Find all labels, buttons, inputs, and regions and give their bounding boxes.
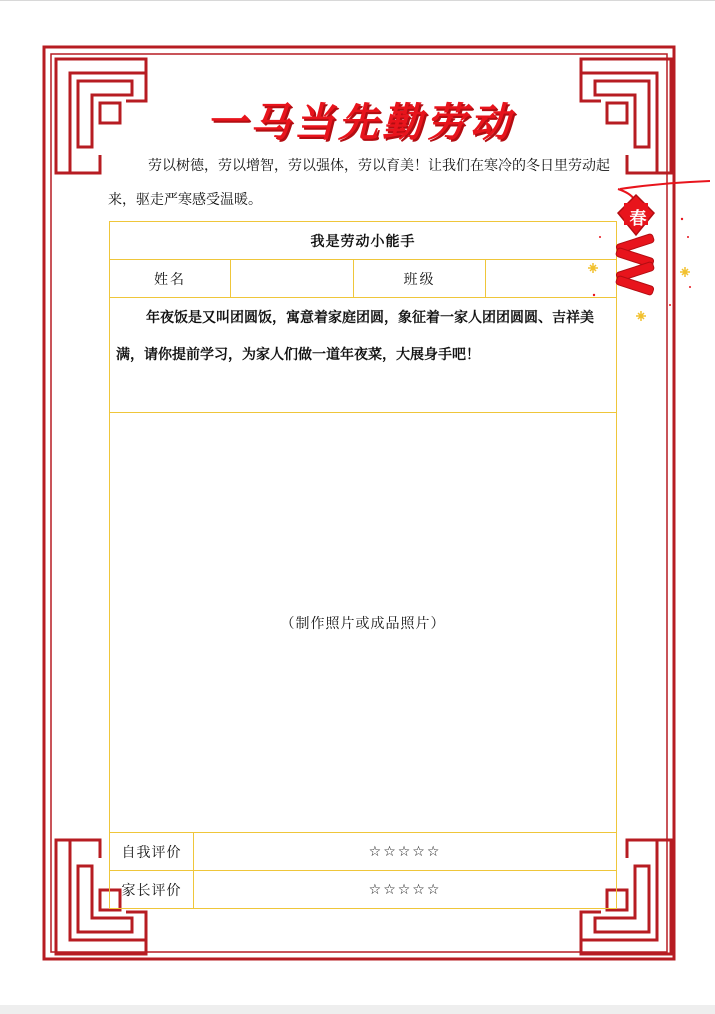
task-description: 年夜饭是又叫团圆饭，寓意着家庭团圆，象征着一家人团团圆圆、吉祥美满，请你提前学习，为家人们做一道年夜菜，大展身手吧！ xyxy=(110,298,617,413)
parent-eval-label: 家长评价 xyxy=(110,871,194,909)
name-field[interactable] xyxy=(231,260,354,298)
self-eval-stars[interactable]: ☆☆☆☆☆ xyxy=(194,833,617,871)
form-title: 我是劳动小能手 xyxy=(110,222,617,260)
labor-task-form xyxy=(109,221,617,909)
page-title: 一马当先勤劳动 xyxy=(206,100,514,146)
class-label: 班级 xyxy=(354,260,486,298)
parent-eval-stars[interactable]: ☆☆☆☆☆ xyxy=(194,871,617,909)
photo-placeholder: （制作照片或成品照片） xyxy=(280,615,446,632)
firecracker-lantern-decoration xyxy=(570,177,710,337)
lantern-character: 春 xyxy=(629,209,647,229)
name-label: 姓名 xyxy=(110,260,231,298)
self-eval-label: 自我评价 xyxy=(110,833,194,871)
photo-area[interactable] xyxy=(110,413,617,833)
intro-paragraph: 劳以树德，劳以增智，劳以强体，劳以育美！让我们在寒冷的冬日里劳动起来，驱走严寒感受温暖。 xyxy=(108,158,610,208)
